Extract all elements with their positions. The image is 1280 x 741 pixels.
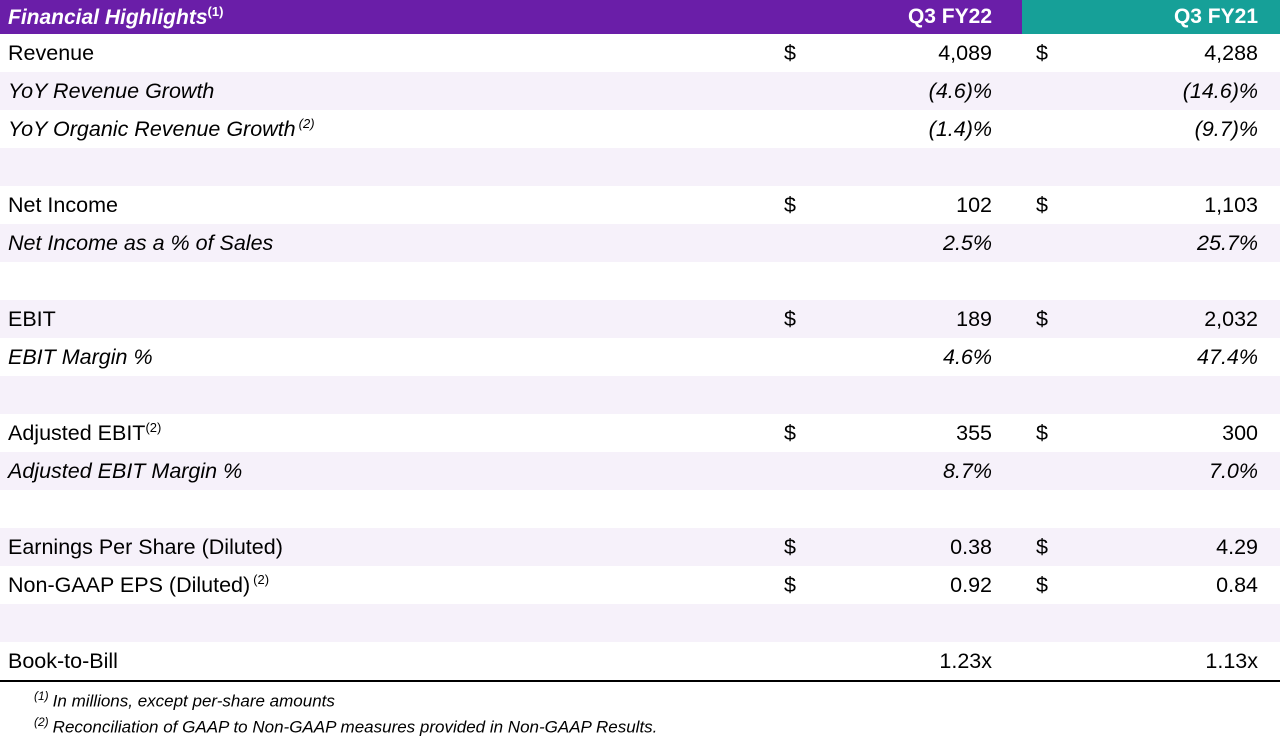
- row-col1-currency: [770, 338, 810, 376]
- row-label: [0, 490, 770, 528]
- row-label-text: Adjusted EBIT: [8, 421, 146, 446]
- row-col2-currency: $: [1022, 300, 1062, 338]
- row-label-text: Net Income: [8, 192, 118, 217]
- row-label: [0, 110, 770, 148]
- row-label-text: Revenue: [8, 40, 95, 65]
- table-row: [0, 490, 1280, 528]
- header-title: [0, 0, 770, 34]
- row-col1-currency: [770, 376, 810, 414]
- row-col1-currency: $: [770, 300, 810, 338]
- row-col2-value: 0.84: [1062, 566, 1280, 604]
- row-col2-currency: [1022, 224, 1062, 262]
- row-col1-currency: [770, 604, 810, 642]
- row-col2-value: 47.4%: [1062, 338, 1280, 376]
- row-col2-value: [1062, 376, 1280, 414]
- row-col1-currency: [770, 262, 810, 300]
- row-label: [0, 72, 770, 110]
- row-col1-currency: $: [770, 186, 810, 224]
- row-col1-value: 8.7%: [810, 452, 1022, 490]
- row-label: [0, 224, 770, 262]
- footnote-1-text: In millions, except per-share amounts: [52, 691, 335, 711]
- row-col2-currency: $: [1022, 414, 1062, 452]
- row-col1-currency: [770, 148, 810, 186]
- row-col2-currency: [1022, 72, 1062, 110]
- row-label: [0, 604, 770, 642]
- row-col2-currency: [1022, 490, 1062, 528]
- table-row: [0, 186, 1280, 224]
- row-col1-currency: [770, 490, 810, 528]
- footnote-2-text: Reconciliation of GAAP to Non-GAAP measures provided in Non-GAAP Results.: [52, 717, 658, 737]
- row-label-text: Book-to-Bill: [8, 648, 118, 673]
- footnote-2-mark: (2): [34, 715, 49, 730]
- row-col2-value: [1062, 490, 1280, 528]
- row-col1-value: 102: [810, 186, 1022, 224]
- header-col2-label: Q3 FY21: [1062, 0, 1280, 34]
- row-col1-value: [810, 148, 1022, 186]
- table-row: [0, 262, 1280, 300]
- table-row: [0, 604, 1280, 642]
- row-col2-value: 7.0%: [1062, 452, 1280, 490]
- row-col2-currency: [1022, 642, 1062, 680]
- table-row: [0, 376, 1280, 414]
- footnote-1-mark: (1): [34, 689, 49, 703]
- row-col2-currency: $: [1022, 186, 1062, 224]
- row-col2-value: 2,032: [1062, 300, 1280, 338]
- row-label: [0, 262, 770, 300]
- row-col2-value: 1.13x: [1062, 642, 1280, 680]
- row-label-text: YoY Revenue Growth: [8, 78, 215, 103]
- row-col2-value: (9.7)%: [1062, 110, 1280, 148]
- table-row: [0, 110, 1280, 148]
- row-col2-currency: [1022, 110, 1062, 148]
- table-row: [0, 414, 1280, 452]
- row-col2-value: [1062, 604, 1280, 642]
- row-col2-currency: $: [1022, 34, 1062, 72]
- row-col2-currency: $: [1022, 528, 1062, 566]
- table-row: [0, 338, 1280, 376]
- row-label-text: Non-GAAP EPS (Diluted): [8, 573, 251, 598]
- row-label-text: EBIT Margin %: [8, 344, 153, 369]
- row-col2-currency: [1022, 262, 1062, 300]
- row-label: [0, 300, 770, 338]
- row-label: [0, 376, 770, 414]
- row-col2-currency: [1022, 604, 1062, 642]
- row-col1-currency: $: [770, 414, 810, 452]
- row-col2-value: (14.6)%: [1062, 72, 1280, 110]
- row-col1-value: [810, 376, 1022, 414]
- table-row: [0, 566, 1280, 604]
- row-label: [0, 566, 770, 604]
- row-col1-value: 355: [810, 414, 1022, 452]
- row-label-superscript: (2): [298, 115, 315, 131]
- row-label: [0, 148, 770, 186]
- row-col2-value: 4.29: [1062, 528, 1280, 566]
- table-row: [0, 72, 1280, 110]
- row-col1-currency: [770, 110, 810, 148]
- table-header: [0, 0, 1280, 34]
- row-col1-currency: [770, 224, 810, 262]
- row-col2-value: 1,103: [1062, 186, 1280, 224]
- row-col1-currency: $: [770, 528, 810, 566]
- row-col1-value: 4.6%: [810, 338, 1022, 376]
- table-header-row: [0, 0, 1280, 34]
- row-col2-value: 300: [1062, 414, 1280, 452]
- header-col1-label: Q3 FY22: [810, 0, 1022, 34]
- row-col1-value: [810, 262, 1022, 300]
- table-row: [0, 452, 1280, 490]
- row-col2-value: [1062, 262, 1280, 300]
- header-col1-currency-spacer: [770, 0, 810, 34]
- row-col1-value: [810, 604, 1022, 642]
- row-label: [0, 34, 770, 72]
- row-label: [0, 338, 770, 376]
- row-label-text: EBIT: [8, 306, 56, 331]
- row-col1-currency: [770, 452, 810, 490]
- footnote-2: [34, 714, 1280, 740]
- row-col1-value: 2.5%: [810, 224, 1022, 262]
- row-col2-value: 4,288: [1062, 34, 1280, 72]
- table-row: [0, 528, 1280, 566]
- table-row: [0, 300, 1280, 338]
- table-row: [0, 148, 1280, 186]
- row-col1-value: 1.23x: [810, 642, 1022, 680]
- row-col1-value: 189: [810, 300, 1022, 338]
- footnote-1: [34, 688, 1280, 714]
- row-label-text: Net Income as a % of Sales: [8, 230, 274, 255]
- row-col1-currency: $: [770, 566, 810, 604]
- row-col2-currency: [1022, 338, 1062, 376]
- table-row: [0, 34, 1280, 72]
- header-col2-currency-spacer: [1022, 0, 1062, 34]
- row-label-text: Earnings Per Share (Diluted): [8, 534, 283, 559]
- row-label: [0, 528, 770, 566]
- row-label-text: Adjusted EBIT Margin %: [8, 458, 243, 483]
- row-col2-currency: [1022, 148, 1062, 186]
- table-row: [0, 224, 1280, 262]
- row-col2-value: [1062, 148, 1280, 186]
- row-col1-value: [810, 490, 1022, 528]
- table-row: [0, 642, 1280, 680]
- row-label-superscript: (2): [253, 571, 270, 587]
- row-col1-currency: $: [770, 34, 810, 72]
- row-col2-currency: [1022, 452, 1062, 490]
- row-label-text: YoY Organic Revenue Growth: [8, 117, 296, 142]
- row-col1-value: 0.38: [810, 528, 1022, 566]
- row-col1-value: (4.6)%: [810, 72, 1022, 110]
- row-label-superscript: (2): [145, 419, 162, 435]
- row-col2-value: 25.7%: [1062, 224, 1280, 262]
- row-col2-currency: [1022, 376, 1062, 414]
- header-title-superscript: (1): [207, 4, 224, 19]
- row-col1-value: 4,089: [810, 34, 1022, 72]
- row-col1-currency: [770, 642, 810, 680]
- footnotes: [0, 682, 1280, 741]
- row-label: [0, 642, 770, 680]
- row-col2-currency: $: [1022, 566, 1062, 604]
- row-label: [0, 186, 770, 224]
- row-col1-value: (1.4)%: [810, 110, 1022, 148]
- row-col1-value: 0.92: [810, 566, 1022, 604]
- header-title-text: Financial Highlights: [8, 6, 208, 29]
- row-col1-currency: [770, 72, 810, 110]
- row-label: [0, 452, 770, 490]
- row-label: [0, 414, 770, 452]
- table-body: [0, 34, 1280, 680]
